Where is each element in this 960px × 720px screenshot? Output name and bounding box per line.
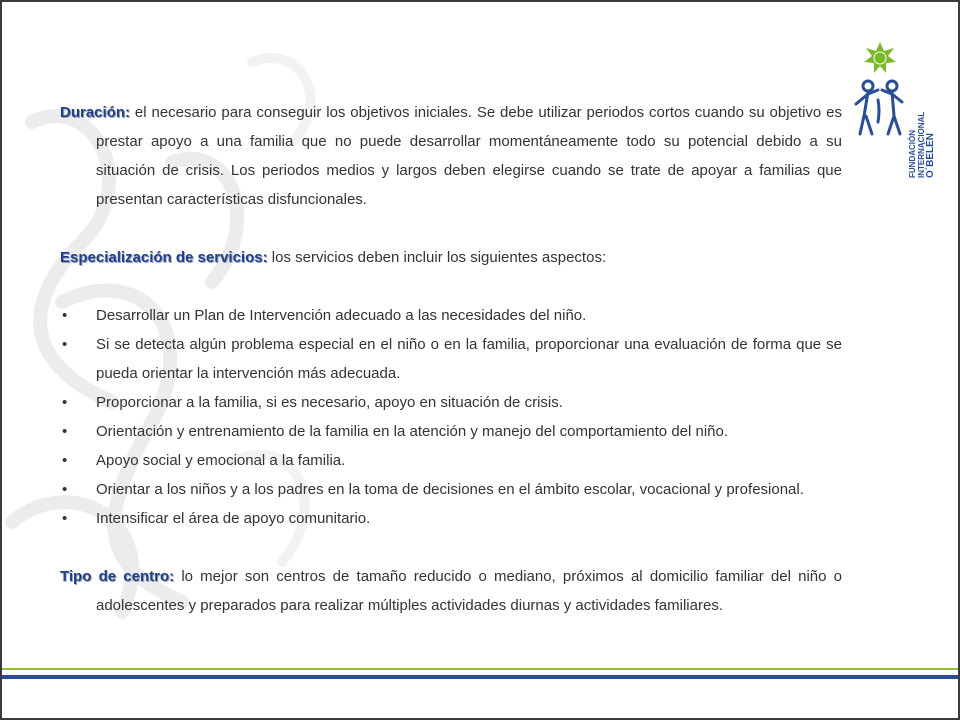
- list-item-text: Desarrollar un Plan de Intervención adecuado a las necesidades del niño.: [96, 307, 587, 324]
- logo-line-2: INTERNACIONAL: [917, 111, 926, 178]
- services-list: [60, 301, 842, 533]
- list-item: [60, 301, 842, 330]
- logo-line-1: FUNDACIÓN: [908, 130, 917, 178]
- bullet-icon: •: [62, 307, 68, 324]
- list-item-text: Orientar a los niños y a los padres en la toma de decisiones en el ámbito escolar, vocacional y profesional.: [96, 481, 804, 498]
- especializacion-text: los servicios deben incluir los siguientes aspectos:: [267, 249, 607, 266]
- bullet-icon: •: [62, 452, 68, 469]
- bullet-icon: •: [62, 481, 68, 498]
- list-item: [60, 330, 842, 388]
- duracion-text: el necesario para conseguir los objetivos iniciales. Se debe utilizar periodos cortos cuando su objetivo es prestar apoyo a una familia que no puede desarrollar momentáneamente todo su potencial debido a su situación de crisis. Los periodos medios y largos deben elegirse cuando se trate de apoyar a familias que presentan características disfuncionales.: [96, 104, 842, 208]
- bullet-icon: •: [62, 423, 68, 440]
- spacer: [60, 214, 842, 243]
- especializacion-paragraph: [60, 243, 842, 272]
- list-item: [60, 446, 842, 475]
- list-item: [60, 504, 842, 533]
- bullet-icon: •: [62, 394, 68, 411]
- list-item: [60, 388, 842, 417]
- duracion-paragraph: [60, 98, 842, 214]
- footer-divider-blue: [2, 675, 958, 679]
- list-item-text: Orientación y entrenamiento de la familia en la atención y manejo del comportamiento del niño.: [96, 423, 729, 440]
- list-item: [60, 475, 842, 504]
- tipo-term: Tipo de centro:: [60, 568, 175, 585]
- duracion-term: Duración:: [60, 104, 131, 121]
- list-item-text: Si se detecta algún problema especial en el niño o en la familia, proporcionar una evaluación de forma que se pueda orientar la intervención más adecuada.: [96, 336, 842, 382]
- list-item-text: Proporcionar a la familia, si es necesario, apoyo en situación de crisis.: [96, 394, 563, 411]
- tipo-text: lo mejor son centros de tamaño reducido o mediano, próximos al domicilio familiar del niño o adolescentes y preparados para realizar múltiples actividades diurnas y actividades familiares.: [96, 568, 843, 614]
- especializacion-term: Especialización de servicios:: [60, 249, 268, 266]
- footer-divider-green: [2, 668, 958, 670]
- list-item-text: Intensificar el área de apoyo comunitario.: [96, 510, 371, 527]
- tipo-paragraph: [60, 562, 842, 620]
- spacer: [60, 533, 842, 562]
- foundation-logo: [848, 38, 936, 178]
- list-item: [60, 417, 842, 446]
- list-item-text: Apoyo social y emocional a la familia.: [96, 452, 346, 469]
- spacer: [60, 272, 842, 301]
- slide-content: [60, 98, 842, 620]
- bullet-icon: •: [62, 336, 68, 353]
- logo-line-3: O´BELÉN: [925, 133, 936, 178]
- bullet-icon: •: [62, 510, 68, 527]
